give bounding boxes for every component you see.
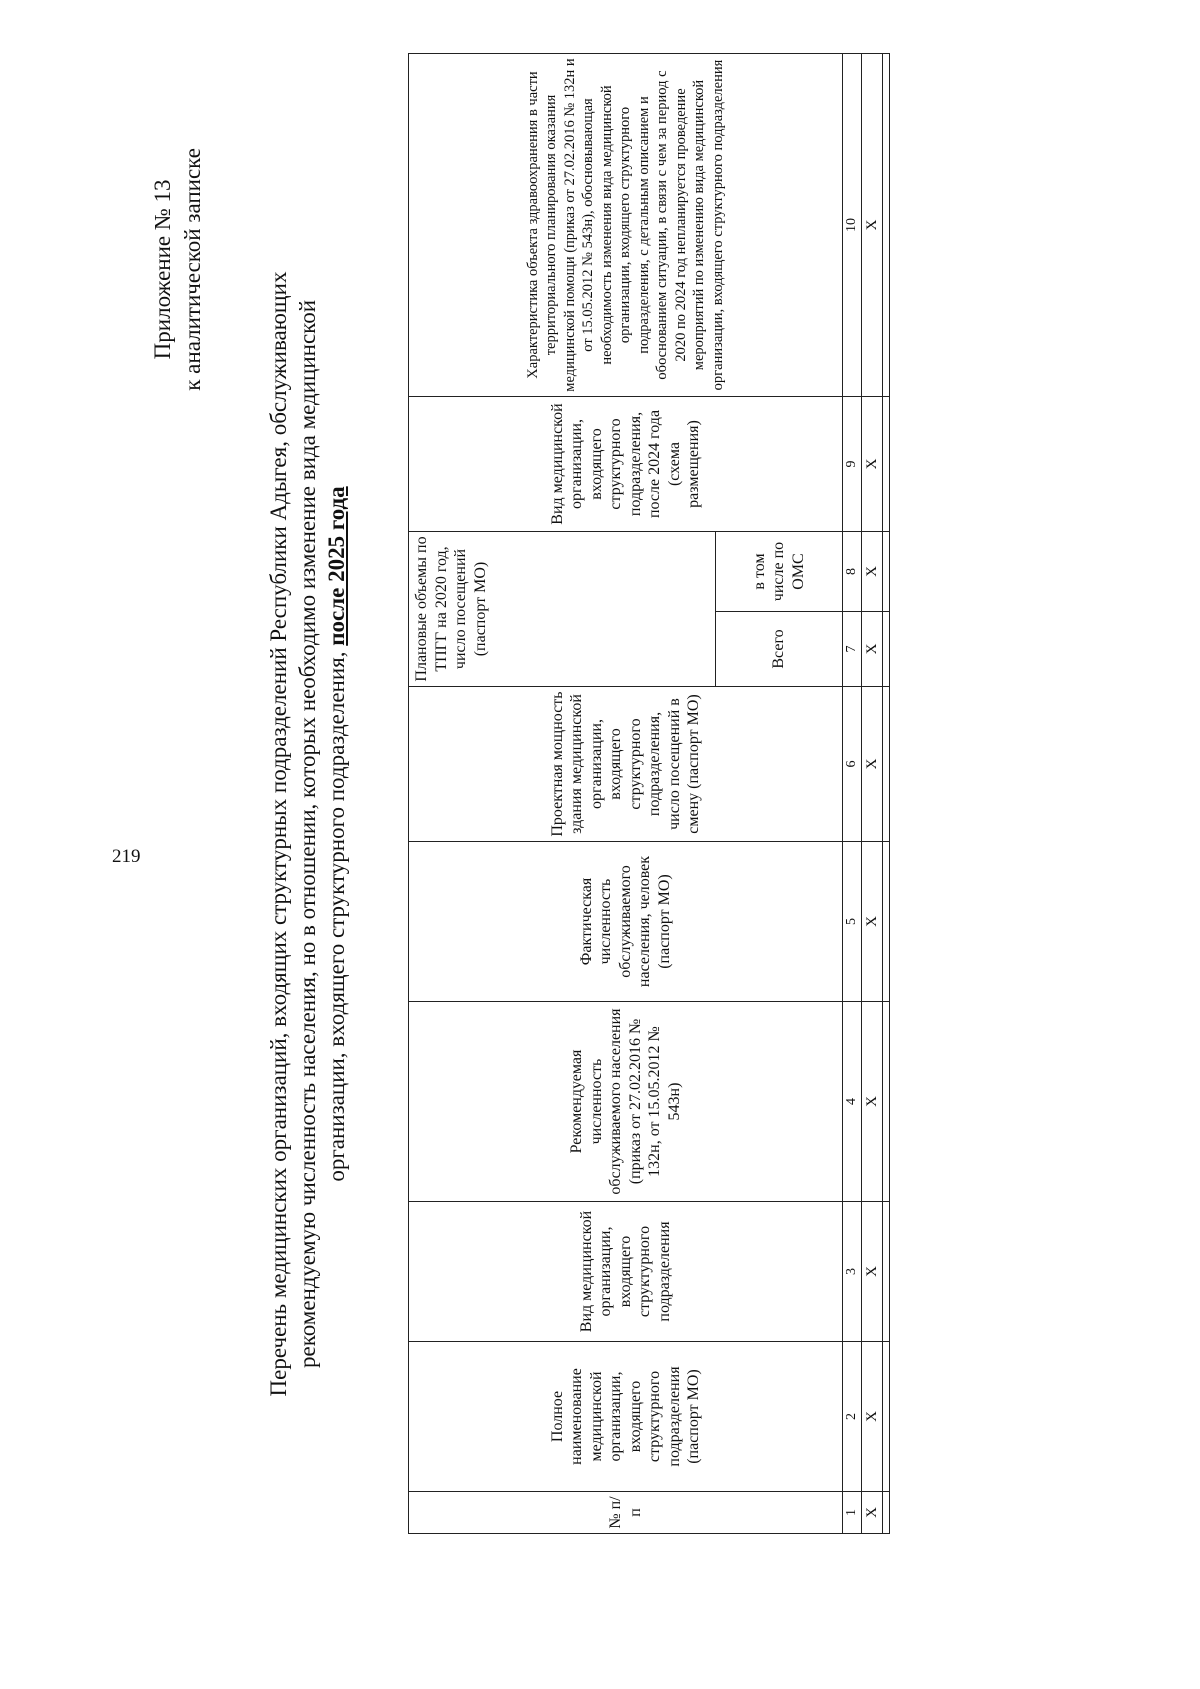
title-line-3-prefix: организации, входящего структурного подразделения,: [324, 651, 349, 1182]
column-number: 5: [843, 842, 862, 1002]
appendix-reference: к аналитической записке: [180, 148, 205, 391]
table-cell: [883, 54, 890, 397]
table-cell: X: [862, 1342, 883, 1492]
column-number: 7: [843, 612, 862, 687]
column-number: 8: [843, 532, 862, 612]
header-org-type: Вид медицинской организации, входящего структурного подразделения: [409, 1202, 843, 1342]
table-cell: [883, 612, 890, 687]
table-header-row: [409, 54, 716, 1534]
table-cell: [883, 842, 890, 1002]
header-number: № п/п: [409, 1492, 843, 1534]
table-cell: X: [862, 842, 883, 1002]
header-design-capacity: Проектная мощность здания медицинской организации, входящего структурного подразделения, число посещений в смену (паспорт МО): [409, 687, 843, 842]
organizations-table: [408, 53, 890, 1534]
table-blank-row: [883, 54, 890, 1534]
title-line-3: [322, 134, 351, 1534]
table-cell: X: [862, 397, 883, 532]
column-number-row: [843, 54, 862, 1534]
column-number: 4: [843, 1002, 862, 1202]
header-total: Всего: [716, 612, 843, 687]
table-cell: X: [862, 1202, 883, 1342]
table-cell: [883, 687, 890, 842]
column-number: 2: [843, 1342, 862, 1492]
table-row: [862, 54, 883, 1534]
column-number: 3: [843, 1202, 862, 1342]
table-cell: X: [862, 1492, 883, 1534]
document-title: [264, 134, 351, 1534]
landscape-content: [80, 24, 1120, 1644]
header-characteristic: Характеристика объекта здравоохранения в части территориального планирования оказания медицинской помощи (приказ от 27.02.2016 № 132н и от 15.05.2012 № 543н), обосновывающая необходимость изменения вида медицинской организации, входящего структурного подразделения, с детальным описанием и обоснованием ситуации, в связи с чем за период с 2020 по 2024 год непланируется проведение мероприятий по изменению вида медицинской организации, входящего структурного подразделения: [409, 54, 843, 397]
column-number: 1: [843, 1492, 862, 1534]
table-cell: X: [862, 687, 883, 842]
header-full-name: Полное наименование медицинской организации, входящего структурного подразделения (паспорт МО): [409, 1342, 843, 1492]
table-cell: [883, 1202, 890, 1342]
title-line-2: рекомендуемую численность населения, но в отношении, которых необходимо изменение вида медицинской: [295, 299, 320, 1369]
table-cell: X: [862, 54, 883, 397]
column-number: 6: [843, 687, 862, 842]
table-cell: [883, 1342, 890, 1492]
column-number: 9: [843, 397, 862, 532]
appendix-caption: [148, 148, 208, 391]
title-line-1: Перечень медицинских организаций, входящих структурных подразделений Республики Адыгея, обслуживающих: [266, 271, 291, 1397]
table-cell: [883, 1002, 890, 1202]
table-cell: X: [862, 1002, 883, 1202]
title-emphasis: после 2025 года: [324, 486, 349, 646]
header-recommended-population: Рекомендуемая численность обслуживаемого населения (приказ от 27.02.2016 № 132н, от 15.05.2012 № 543н): [409, 1002, 843, 1202]
table-cell: [883, 1492, 890, 1534]
column-number: 10: [843, 54, 862, 397]
table-cell: X: [862, 532, 883, 612]
table-cell: [883, 532, 890, 612]
table-cell: X: [862, 612, 883, 687]
page-number: 219: [112, 846, 141, 867]
header-including-oms: в том числе по ОМС: [716, 532, 843, 612]
header-org-type-after-2024: Вид медицинской организации, входящего структурного подразделения, после 2024 года (схема размещения): [409, 397, 843, 532]
landscape-page: [80, 24, 1120, 1644]
table-cell: [883, 397, 890, 532]
header-actual-population: Фактическая численность обслуживаемого населения, человек (паспорт МО): [409, 842, 843, 1002]
header-planned-volumes: Плановые объемы по ТПГГ на 2020 год, число посещений (паспорт МО): [409, 532, 716, 687]
appendix-number: Приложение № 13: [150, 179, 175, 360]
